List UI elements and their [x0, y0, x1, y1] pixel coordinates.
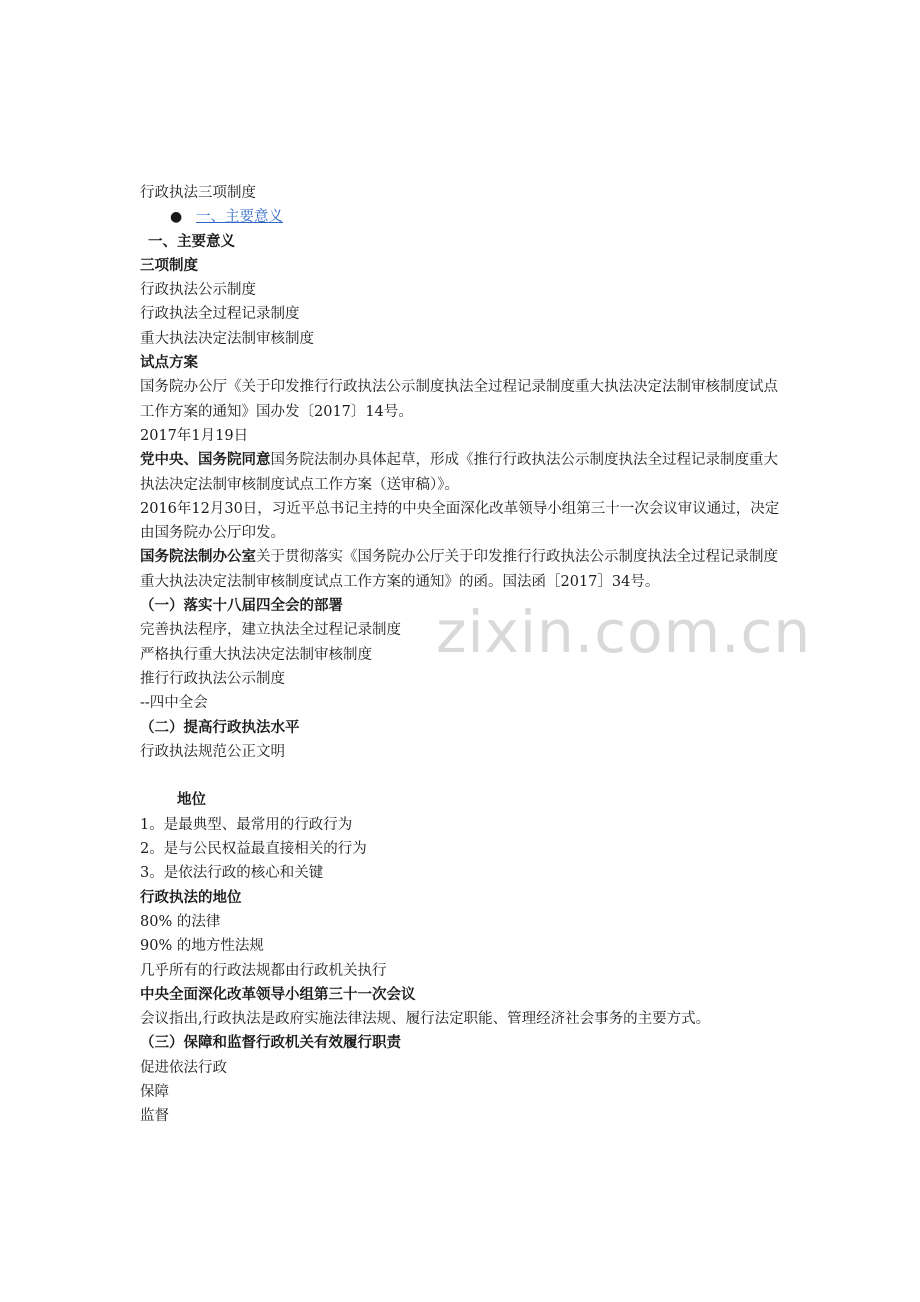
text-line: 2016年12月30日，习近平总书记主持的中央全面深化改革领导小组第三十一次会议审议通过，决定由国务院办公厅印发。: [140, 500, 780, 542]
section-heading: 行政执法的地位: [140, 889, 242, 906]
text-line: 保障: [140, 1083, 169, 1100]
text-line: 2。是与公民权益最直接相关的行为: [140, 841, 367, 858]
text-line: 90% 的地方性法规: [140, 938, 264, 955]
document-title: 行政执法三项制度: [140, 185, 256, 201]
section-heading: 中央全面深化改革领导小组第三十一次会议: [140, 986, 416, 1003]
blank-line: [140, 764, 790, 788]
section-heading: 一、主要意义: [148, 233, 235, 250]
text-line: 3。是依法行政的核心和关键: [140, 865, 324, 882]
bold-prefix: 国务院法制办公室: [140, 549, 256, 566]
text-line: 完善执法程序，建立执法全过程记录制度: [140, 622, 401, 639]
section-heading: 试点方案: [140, 355, 198, 372]
bullet-icon: ●: [170, 209, 183, 226]
text-line: [140, 448, 790, 497]
section-heading: （一）落实十八届四全会的部署: [140, 598, 343, 615]
text-line: --四中全会: [140, 695, 208, 712]
text-line: 80% 的法律: [140, 913, 221, 930]
text-line: 几乎所有的行政法规都由行政机关执行: [140, 962, 387, 979]
text-line: 2017年1月19日: [140, 427, 249, 444]
toc-link-main-significance[interactable]: 一、主要意义: [196, 209, 283, 226]
section-heading: 地位: [177, 792, 206, 809]
text-line: 会议指出,行政执法是政府实施法律法规、履行法定职能、管理经济社会事务的主要方式。: [140, 1011, 711, 1028]
line-text: 国务院法制办具体起草，形成《推行行政执法公示制度执法全过程记录制度重大执法决定法制审核制度试点工作方案（送审稿）》。: [140, 452, 778, 493]
section-heading: 三项制度: [140, 257, 198, 274]
section-heading: （三）保障和监督行政机关有效履行职责: [140, 1035, 401, 1052]
text-line: 行政执法规范公正文明: [140, 743, 285, 760]
text-line: 重大执法决定法制审核制度: [140, 330, 314, 347]
text-line: 行政执法全过程记录制度: [140, 306, 300, 323]
text-line: 监督: [140, 1108, 169, 1125]
bold-prefix: 党中央、国务院同意: [140, 452, 271, 469]
text-line: 1。是最典型、最常用的行政行为: [140, 816, 353, 833]
text-line: 推行行政执法公示制度: [140, 670, 285, 687]
document-lines: [140, 230, 790, 1129]
text-line: 严格执行重大执法决定法制审核制度: [140, 646, 372, 663]
document-body: [140, 181, 790, 1129]
text-line: 行政执法公示制度: [140, 282, 256, 299]
section-heading: （二）提高行政执法水平: [140, 719, 300, 736]
text-line: [140, 545, 790, 594]
watermark: zixin.com.cn: [436, 598, 812, 666]
toc-item: [140, 205, 790, 229]
line-text: 关于贯彻落实《国务院办公厅关于印发推行行政执法公示制度执法全过程记录制度重大执法决定法制审核制度试点工作方案的通知》的函。国法函［2017］34号。: [140, 549, 778, 590]
text-line: 国务院办公厅《关于印发推行行政执法公示制度执法全过程记录制度重大执法决定法制审核制度试点工作方案的通知》国办发〔2017〕14号。: [140, 379, 778, 420]
text-line: 促进依法行政: [140, 1059, 227, 1076]
